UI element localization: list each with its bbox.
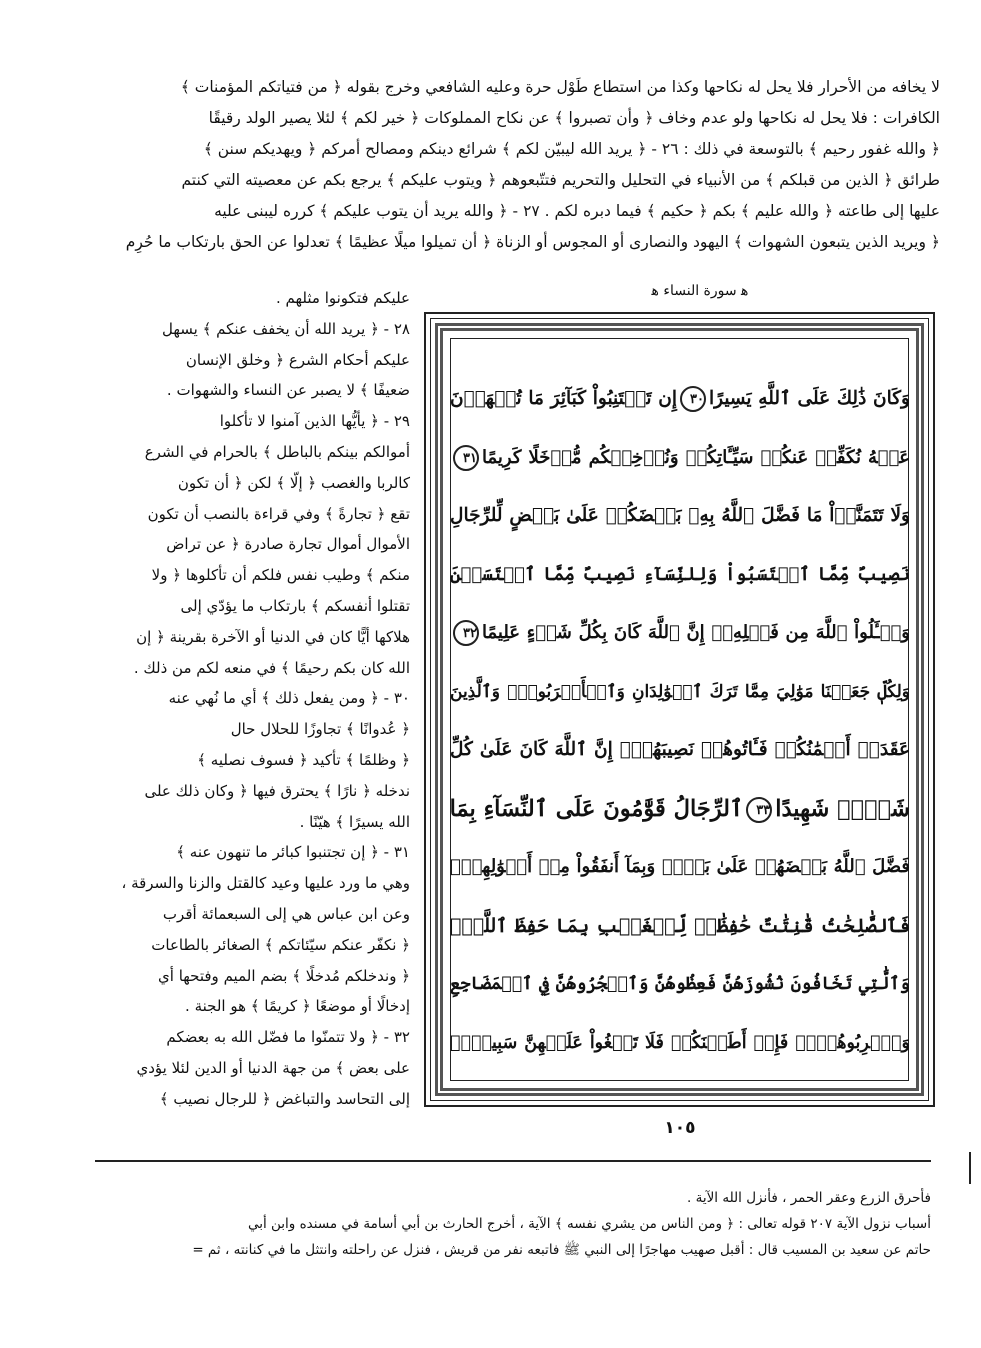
surah-header: ﻫ سورة النساء ﻫ <box>651 283 749 299</box>
side-line: كالربا والغصب ﴿ إلّا ﴾ لكن ﴿ أن تكون <box>177 473 410 492</box>
footnote-line: فأحرق الزرع وعقر الحمر ، فأنزل الله الآية . <box>687 1190 931 1206</box>
verse-text: وَكَانَ ذَٰلِكَ عَلَى ٱللَّهِ يَسِيرًا <box>709 388 910 409</box>
side-line: تقع ﴿ تجارةً ﴾ وفي قراءة بالنصب أن تكون <box>147 504 410 523</box>
verse-text: وَٱلَّٰتِي تَخَافُونَ نُشُوزَهُنَّ فَعِظُوهُنَّ وَٱهۡجُرُوهُنَّ فِي ٱلۡمَضَاجِعِ <box>450 974 910 994</box>
side-line: ﴿ وندخلكم مُدخلًا ﴾ بضم الميم وفتحها أي <box>158 966 410 985</box>
quran-line <box>450 955 910 1014</box>
verse-text: فَضَّلَ ٱللَّهُ بَعۡضَهُمۡ عَلَىٰ بَعۡضٖ وَبِمَآ أَنفَقُواْ مِنۡ أَمۡوَٰلِهِمۡۚ <box>450 856 910 877</box>
commentary-line: الكافرات : فلا يحل له نكاحها ولو عدم وخاف ﴿ وأن تصبروا ﴾ عن نكاح المملوكات ﴿ خير لكم ﴾ لئلا يصير الولد رقيقًا <box>208 109 940 127</box>
side-line: ٣٠ - ﴿ ومن يفعل ذلك ﴾ أي ما نُهي عنه <box>168 689 410 708</box>
side-line: ٣٢ - ﴿ ولا تتمنّوا ما فضّل الله به بعضكم <box>166 1028 410 1047</box>
verse-text: نَصِيبٌ مِّمَّا ٱكۡتَسَبُواْ وَلِلنِّسَآءِ نَصِيبٌ مِّمَّا ٱكۡتَسَبۡنَ <box>450 563 910 585</box>
side-line: إدخالًا أو موضعًا ﴿ كريمًا ﴾ هو الجنة . <box>185 997 410 1016</box>
verse-text: وَسۡـَٔلُواْ ٱللَّهَ مِن فَضۡلِهِۦٓ إِنَّ ٱللَّهَ كَانَ بِكُلِّ شَيۡءٍ عَلِيمًا <box>482 622 910 643</box>
side-line: هلاكها أيًّا كان في الدنيا أو الآخرة بقرينة ﴿ إن <box>136 627 410 646</box>
side-line: إلى التحاسد والتباغض ﴿ للرجال نصيب ﴾ <box>159 1089 410 1108</box>
quran-line <box>450 370 910 429</box>
side-line: الله يسيرًا ﴾ هيّنًا . <box>299 812 410 831</box>
quran-line <box>450 897 910 956</box>
ayah-number-marker: ٣٢ <box>453 620 479 646</box>
verse-text: فَٱلصَّٰلِحَٰتُ قَٰنِتَٰتٌ حَٰفِظَٰتٞ لِّلۡغَيۡبِ بِمَا حَفِظَ ٱللَّهُۚ <box>450 914 910 937</box>
commentary-line: طرائق ﴿ الذين من قبلكم ﴾ من الأنبياء في التحليل والتحريم فتتّبعوهم ﴿ ويتوب عليكم ﴾ يرجع بكم عن معصيته التي كنتم <box>181 171 940 189</box>
quran-line <box>450 780 910 839</box>
verse-text: وَلِكُلّٖ جَعَلۡنَا مَوَٰلِيَ مِمَّا تَرَكَ ٱلۡوَٰلِدَانِ وَٱلۡأَقۡرَبُونَۚ وَٱلَّذِينَ <box>450 681 910 702</box>
footnote-line: أسباب نزول الآية ٢٠٧ قوله تعالى : ﴿ ومن الناس من يشري نفسه ﴾ الآية ، أخرج الحارث بن أبي أسامة في مسنده وابن أبي <box>247 1216 931 1232</box>
quran-line <box>450 721 910 780</box>
commentary-line: عليها إلى طاعته ﴿ والله عليم ﴾ بكم ﴿ حكيم ﴾ فيما دبره لكم . ٢٧ - ﴿ والله يريد أن يتوب عليكم ﴾ كرره ليبنى عليه <box>214 202 940 220</box>
verse-text: إِن تَجۡتَنِبُواْ كَبَآئِرَ مَا تُنۡهَوۡنَ <box>450 388 677 409</box>
verse-text: ٱلرِّجَالُ قَوَّٰمُونَ عَلَى ٱلنِّسَآءِ بِمَا <box>450 795 744 822</box>
side-line: ٢٨ - ﴿ يريد الله أن يخفف عنكم ﴾ يسهل <box>161 319 410 338</box>
side-line: على بعض ﴾ من جهة الدنيا أو الدين لئلا يؤدي <box>136 1058 410 1077</box>
commentary-line: ﴿ والله غفور رحيم ﴾ بالتوسعة في ذلك : ٢٦ - ﴿ يريد الله ليبيّن لكم ﴾ شرائع دينكم ومصالح أمركم ﴿ ويهديكم سنن ﴾ <box>203 140 940 158</box>
verse-text: شَيۡءٖ شَهِيدًا <box>775 795 910 822</box>
side-line: الله كان بكم رحيمًا ﴾ في منعه لكم من ذلك . <box>133 658 410 677</box>
page-number: ١٠٥ <box>664 1118 696 1138</box>
side-line: ٣١ - ﴿ إن تجتنبوا كبائر ما تنهون عنه ﴾ <box>176 843 410 862</box>
quran-line <box>450 487 910 546</box>
quran-line <box>450 429 910 488</box>
side-line: عليكم أحكام الشرع ﴿ وخلق الإنسان <box>185 350 410 369</box>
quran-line <box>450 838 910 897</box>
side-line: عليكم فتكونوا مثلهم . <box>275 289 410 307</box>
side-line: وعن ابن عباس هي إلى السبعمائة أقرب <box>162 904 410 923</box>
side-line: ﴿ نكفّر عنكم سيّئاتكم ﴾ الصغائر بالطاعات <box>151 935 410 954</box>
side-commentary <box>92 283 410 1115</box>
side-line: ٢٩ - ﴿ يأيُّها الذين آمنوا لا تأكلوا <box>219 412 410 431</box>
footnote-line: حاتم عن سعيد بن المسيب قال : أقبل صهيب مهاجرًا إلى النبي ﷺ فاتبعه نفر من قريش ، فنزل عن راحلته وانتثل ما في كنانته ، ثم = <box>192 1242 931 1258</box>
quran-line <box>450 604 910 663</box>
side-line: ﴿ عُدوانًا ﴾ تجاوزًا للحلال حال <box>230 720 410 739</box>
verse-text: وَلَا تَتَمَنَّوۡاْ مَا فَضَّلَ ٱللَّهُ بِهِۦ بَعۡضَكُمۡ عَلَىٰ بَعۡضٍ لِّلرِّجَالِ <box>450 505 910 526</box>
top-commentary <box>95 72 940 258</box>
side-line: وهي ما ورد عليها وعيد كالقتل والزنا والسرقة ، <box>121 874 410 893</box>
side-line: ﴿ وظلمًا ﴾ تأكيد ﴿ فسوف نصليه ﴾ <box>197 750 410 769</box>
side-line: الأموال أموال تجارة صادرة ﴿ عن تراض <box>166 535 410 554</box>
commentary-line: ﴿ ويريد الذين يتبعون الشهوات ﴾ اليهود والنصارى أو المجوس أو الزناة ﴿ أن تميلوا ميلًا عظيمًا ﴾ تعدلوا عن الحق بارتكاب ما حُرِم <box>125 233 940 251</box>
margin-mark <box>969 1152 971 1184</box>
footnote-divider <box>95 1160 931 1162</box>
ayah-number-marker: ٣١ <box>453 445 479 471</box>
verse-text: عَنۡهُ نُكَفِّرۡ عَنكُمۡ سَيِّـَٔاتِكُمۡ وَنُدۡخِلۡكُم مُّدۡخَلًا كَرِيمًا <box>482 446 910 468</box>
side-line: أموالكم بينكم بالباطل ﴾ بالحرام في الشرع <box>144 442 410 461</box>
ayah-number-marker: ٣٣ <box>746 797 772 823</box>
quran-line <box>450 546 910 605</box>
verse-text: وَٱضۡرِبُوهُنَّۖ فَإِنۡ أَطَعۡنَكُمۡ فَلَا تَبۡغُواْ عَلَيۡهِنَّ سَبِيلًاۗ <box>450 1032 910 1053</box>
commentary-line: لا يخافه من الأحرار فلا يحل له نكاحها وكذا من استطاع طَوْل حرة وعليه الشافعي وخرج بقوله ﴿ من فتياتكم المؤمنات ﴾ <box>180 78 940 96</box>
quran-line <box>450 663 910 722</box>
verse-text: عَقَدَتۡ أَيۡمَٰنُكُمۡ فَـَٔاتُوهُمۡ نَصِيبَهُمۡۚ إِنَّ ٱللَّهَ كَانَ عَلَىٰ كُلِّ <box>450 739 910 760</box>
side-line: ضعيفًا ﴾ لا يصبر عن النساء والشهوات . <box>166 381 410 400</box>
footnotes <box>95 1185 931 1263</box>
side-line: تقتلوا أنفسكم ﴾ بارتكاب ما يؤدّي إلى <box>180 596 410 615</box>
side-line: ندخله ﴿ نارًا ﴾ يحترق فيها ﴿ وكان ذلك على <box>144 781 410 800</box>
quran-line <box>450 1014 910 1073</box>
ayah-number-marker: ٣٠ <box>680 386 706 412</box>
quran-text <box>450 370 910 1072</box>
side-line: منكم ﴾ وطيب نفس فلكم أن تأكلوها ﴿ ولا <box>151 566 410 585</box>
